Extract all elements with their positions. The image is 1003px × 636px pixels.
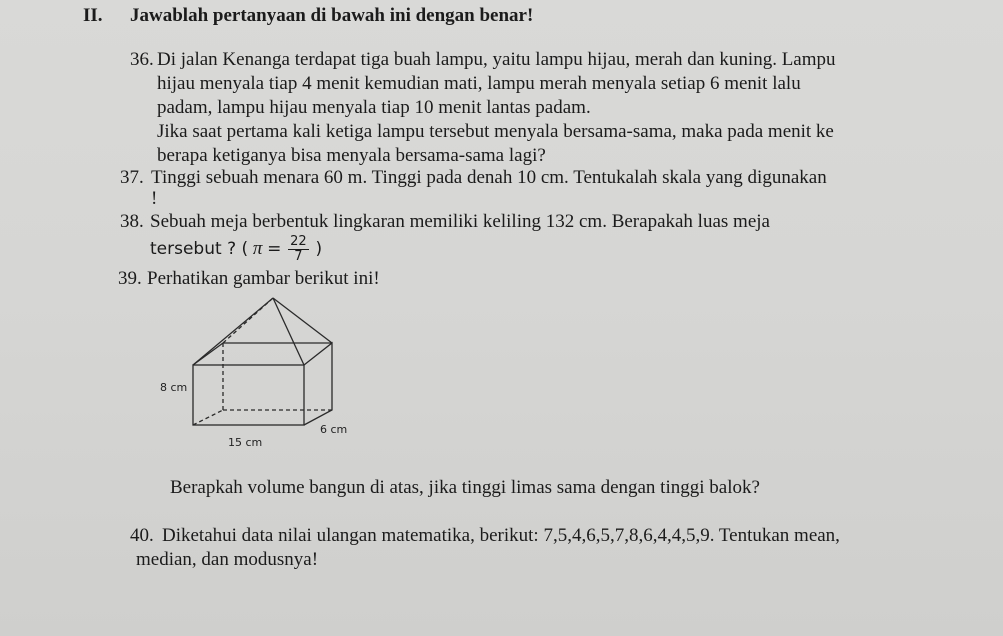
question-text-line: !	[151, 188, 158, 209]
fraction-denominator: 7	[294, 249, 303, 265]
question-number: 38.	[120, 211, 144, 232]
prism-side-face	[304, 343, 332, 425]
question-text-line: padam, lampu hijau menyala tiap 10 menit lantas padam.	[157, 97, 591, 118]
equals-sign: =	[267, 239, 282, 259]
figure-width-label: 6 cm	[320, 423, 348, 436]
pi-suffix: )	[315, 239, 323, 259]
pi-prefix: tersebut ? (	[150, 239, 249, 259]
section-instruction: Jawablah pertanyaan di bawah ini dengan benar!	[130, 5, 534, 26]
pyramid-edge	[273, 298, 304, 365]
question-text-line: median, dan modusnya!	[136, 549, 319, 570]
question-text-line: Berapkah volume bangun di atas, jika tinggi limas sama dengan tinggi balok?	[170, 477, 760, 498]
question-text-line	[150, 235, 322, 264]
question-number: 37.	[120, 167, 144, 188]
pyramid-edge	[273, 298, 332, 343]
pi-symbol: π	[252, 238, 263, 259]
figure-height-label: 8 cm	[160, 381, 188, 394]
question-number: 40.	[130, 525, 154, 546]
prism-front-face	[193, 365, 304, 425]
prism-hidden-diagonal	[193, 410, 223, 425]
question-text-line: Perhatikan gambar berikut ini!	[147, 268, 380, 289]
figure-length-label: 15 cm	[228, 436, 263, 449]
section-number: II.	[83, 5, 103, 26]
pyramid-hidden-edge	[223, 298, 273, 343]
question-text-line: berapa ketiganya bisa menyala bersama-sama lagi?	[157, 145, 546, 166]
question-text-line: Di jalan Kenanga terdapat tiga buah lampu, yaitu lampu hijau, merah dan kuning. Lampu	[157, 49, 836, 70]
question-number: 39.	[118, 268, 142, 289]
question-text-line: hijau menyala tiap 4 menit kemudian mati, lampu merah menyala setiap 6 menit lalu	[157, 73, 801, 94]
question-text-line: Diketahui data nilai ulangan matematika, berikut: 7,5,4,6,5,7,8,6,4,4,5,9. Tentukan mean,	[162, 525, 840, 546]
question-text-line: Jika saat pertama kali ketiga lampu tersebut menyala bersama-sama, maka pada menit ke	[157, 121, 834, 142]
question-number: 36.	[130, 49, 154, 70]
question-text-line: Tinggi sebuah menara 60 m. Tinggi pada denah 10 cm. Tentukalah skala yang digunakan	[151, 167, 827, 188]
fraction-numerator: 22	[290, 234, 307, 250]
question-text-line: Sebuah meja berbentuk lingkaran memiliki keliling 132 cm. Berapakah luas meja	[150, 211, 770, 232]
pi-fraction	[288, 235, 309, 264]
